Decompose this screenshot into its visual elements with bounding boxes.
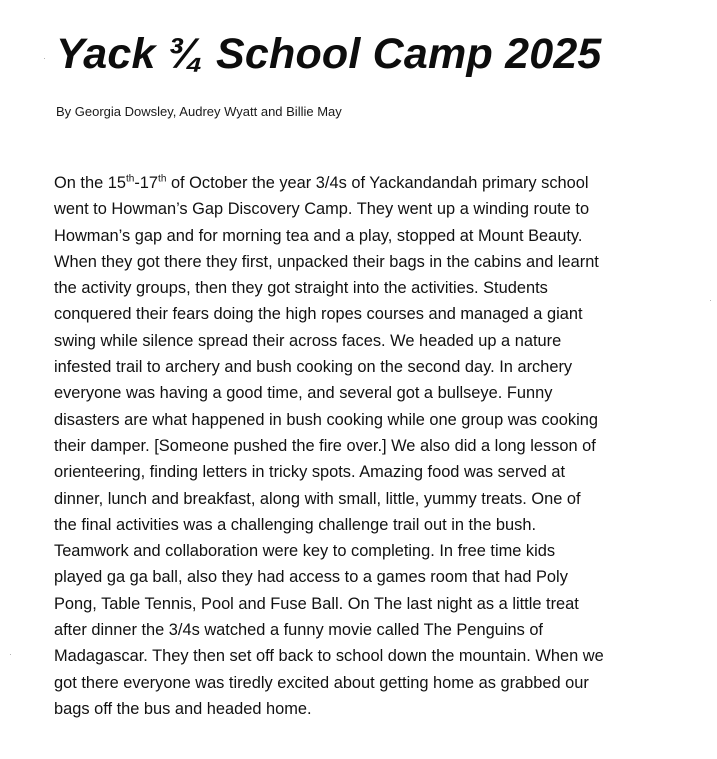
article-line: everyone was having a good time, and several got a bullseye. Funny <box>54 384 553 403</box>
article-line: got there everyone was tiredly excited about getting home as grabbed our <box>54 673 589 692</box>
article-line <box>54 170 674 196</box>
article-line: their damper. [Someone pushed the fire over.] We also did a long lesson of <box>54 436 596 455</box>
article-line: Teamwork and collaboration were key to completing. In free time kids <box>54 542 556 561</box>
article-line: the activity groups, then they got straight into the activities. Students <box>54 279 548 298</box>
line-text: of October the year 3/4s of Yackandandah primary school <box>166 174 589 192</box>
article-line: infested trail to archery and bush cooking on the second day. In archery <box>54 358 573 377</box>
scan-speck <box>44 58 45 59</box>
article-line: Howman’s gap and for morning tea and a play, stopped at Mount Beauty. <box>54 226 583 245</box>
author-byline: By Georgia Dowsley, Audrey Wyatt and Billie May <box>56 104 342 119</box>
article-line: the final activities was a challenging challenge trail out in the bush. <box>54 515 536 534</box>
line-text: On the 15 <box>54 174 126 192</box>
ordinal-superscript: th <box>158 173 167 185</box>
scan-speck <box>710 300 711 301</box>
article-line: after dinner the 3/4s watched a funny movie called The Penguins of <box>54 621 543 640</box>
article-line: played ga ga ball, also they had access to a games room that had Poly <box>54 568 568 587</box>
article-line: went to Howman’s Gap Discovery Camp. They went up a winding route to <box>54 200 590 219</box>
article-line: bags off the bus and headed home. <box>54 699 312 718</box>
article-line: swing while silence spread their across faces. We headed up a nature <box>54 331 562 350</box>
line-text: -17 <box>134 174 159 192</box>
scan-speck <box>10 654 11 655</box>
article-line: Madagascar. They then set off back to school down the mountain. When we <box>54 647 604 666</box>
article-line: disasters are what happened in bush cooking while one group was cooking <box>54 410 598 429</box>
ordinal-superscript: th <box>126 173 135 185</box>
article-line: Pong, Table Tennis, Pool and Fuse Ball. On The last night as a little treat <box>54 594 579 613</box>
article-line: When they got there they first, unpacked their bags in the cabins and learnt <box>54 252 599 271</box>
article-line: dinner, lunch and breakfast, along with small, little, yummy treats. One of <box>54 489 581 508</box>
article-line: conquered their fears doing the high ropes courses and managed a giant <box>54 305 583 324</box>
article-body <box>54 170 674 722</box>
article-line: orienteering, finding letters in tricky spots. Amazing food was served at <box>54 463 566 482</box>
page-title: Yack ¾ School Camp 2025 <box>56 30 602 78</box>
